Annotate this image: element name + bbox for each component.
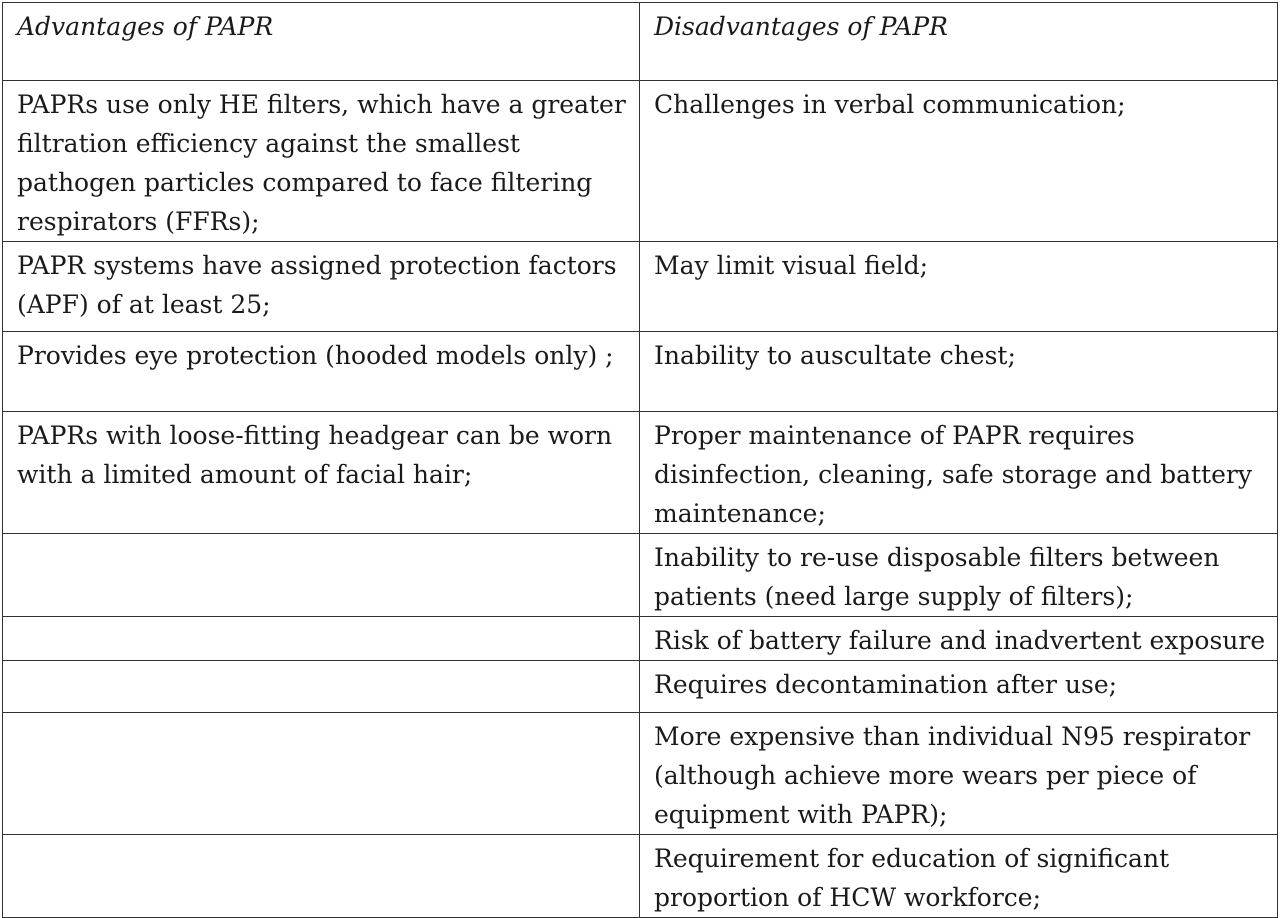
table-row — [3, 81, 1278, 242]
advantage-cell: PAPRs use only HE filters, which have a greater filtration efficiency against the smallest pathogen particles compared to face filtering respirators (FFRs); — [3, 81, 640, 242]
table-row — [3, 835, 1278, 918]
disadvantage-cell: May limit visual field; — [640, 242, 1278, 332]
papr-comparison-table — [2, 2, 1278, 918]
table-row — [3, 661, 1278, 713]
advantage-cell: Provides eye protection (hooded models only) ; — [3, 332, 640, 412]
table-row — [3, 242, 1278, 332]
table-row — [3, 617, 1278, 661]
advantage-cell — [3, 617, 640, 661]
advantage-cell — [3, 835, 640, 918]
disadvantages-header: Disadvantages of PAPR — [640, 3, 1278, 81]
advantage-cell — [3, 534, 640, 617]
table-row — [3, 713, 1278, 835]
advantages-header: Advantages of PAPR — [3, 3, 640, 81]
advantage-cell: PAPRs with loose-fitting headgear can be worn with a limited amount of facial hair; — [3, 412, 640, 534]
table-row — [3, 534, 1278, 617]
disadvantage-cell: Risk of battery failure and inadvertent exposure — [640, 617, 1278, 661]
disadvantage-cell: Challenges in verbal communication; — [640, 81, 1278, 242]
table-header-row — [3, 3, 1278, 81]
disadvantage-cell: Requirement for education of significant proportion of HCW workforce; — [640, 835, 1278, 918]
table-row — [3, 332, 1278, 412]
disadvantage-cell: Requires decontamination after use; — [640, 661, 1278, 713]
advantage-cell: PAPR systems have assigned protection factors (APF) of at least 25; — [3, 242, 640, 332]
disadvantage-cell: Proper maintenance of PAPR requires disinfection, cleaning, safe storage and battery maintenance; — [640, 412, 1278, 534]
disadvantage-cell: Inability to re-use disposable filters between patients (need large supply of filters); — [640, 534, 1278, 617]
advantage-cell — [3, 713, 640, 835]
disadvantage-cell: Inability to auscultate chest; — [640, 332, 1278, 412]
disadvantage-cell: More expensive than individual N95 respirator (although achieve more wears per piece of equipment with PAPR); — [640, 713, 1278, 835]
table-row — [3, 412, 1278, 534]
advantage-cell — [3, 661, 640, 713]
